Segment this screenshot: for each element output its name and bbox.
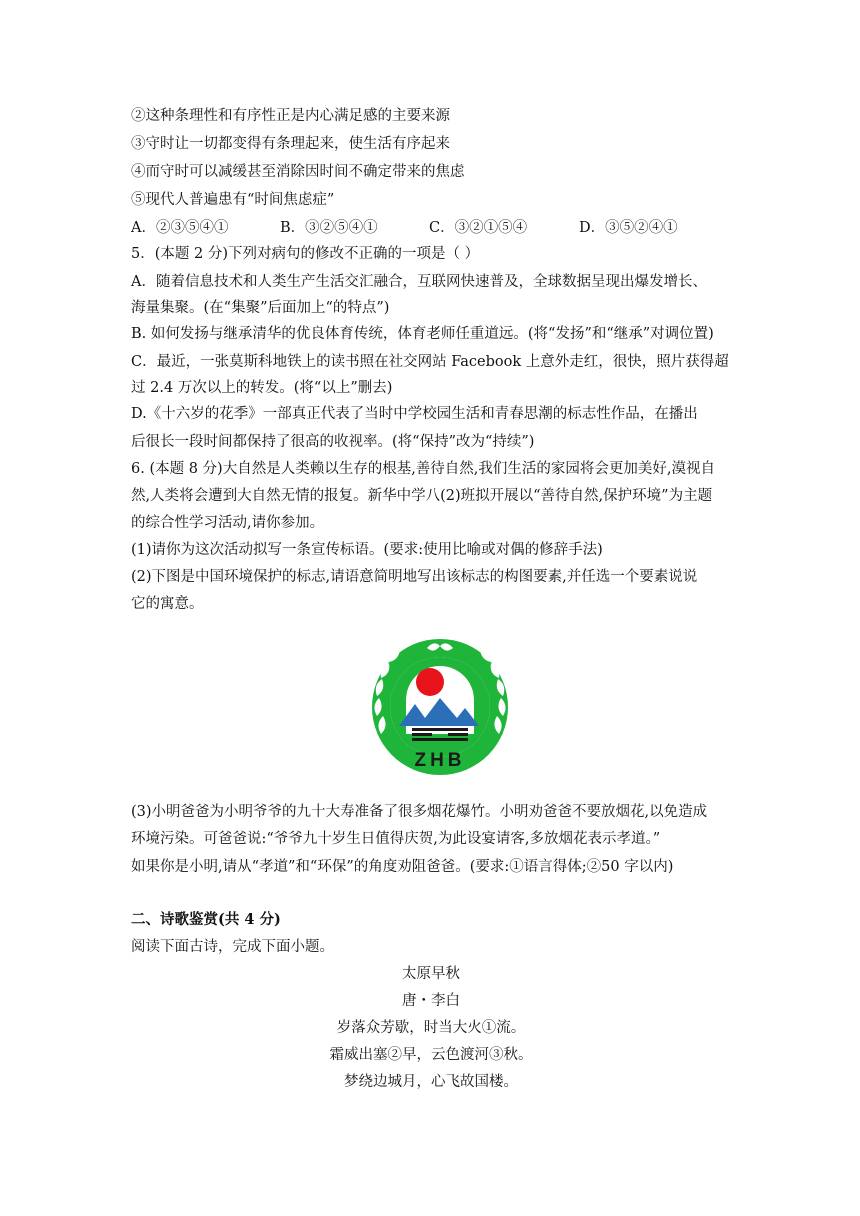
q5-line: B. 如何发扬与继承清华的优良体育传统，体育老师任重道远。(将“发扬”和“继承”对调位置) xyxy=(131,326,714,342)
poem-line: 岁落众芳歇，时当大火①流。 xyxy=(336,1020,526,1036)
q5-stem: 5．(本题 2 分)下列对病句的修改不正确的一项是（ ） xyxy=(131,246,480,262)
q5-line: C．最近，一张莫斯科地铁上的读书照在社交网站 Facebook 上意外走红，很快，照片获得超 xyxy=(131,354,729,370)
q5-line: D.《十六岁的花季》一部真正代表了当时中学校园生活和青春思潮的标志性作品，在播出 xyxy=(131,406,698,422)
q6-line: (1)请你为这次活动拟写一条宣传标语。(要求:使用比喻或对偶的修辞手法) xyxy=(131,542,603,558)
q5-line: 后很长一段时间都保持了很高的收视率。(将“保持”改为“持续”) xyxy=(131,434,535,450)
section-intro: 阅读下面古诗，完成下面小题。 xyxy=(131,939,334,955)
sequence-item-2: ②这种条理性和有序性正是内心满足感的主要来源 xyxy=(131,108,450,124)
q5-line: 过 2.4 万次以上的转发。(将“以上”删去) xyxy=(131,380,393,396)
q4-option-a: A．②③⑤④① xyxy=(131,220,229,236)
q5-line: A．随着信息技术和人类生产生活交汇融合，互联网快速普及，全球数据呈现出爆发增长、 xyxy=(131,274,707,290)
poem-title: 太原早秋 xyxy=(402,966,460,982)
poem-author: 唐・李白 xyxy=(402,993,460,1009)
q5-line: 海量集聚。(在“集聚”后面加上“的特点”) xyxy=(131,300,390,316)
q6-line: (2)下图是中国环境保护的标志,请语意简明地写出该标志的构图要素,并任选一个要素说说 xyxy=(131,569,698,585)
sequence-item-5: ⑤现代人普遍患有“时间焦虑症” xyxy=(131,192,335,208)
sequence-item-3: ③守时让一切都变得有条理起来，使生活有序起来 xyxy=(131,136,450,152)
q6-line: 如果你是小明,请从“孝道”和“环保”的角度劝阻爸爸。(要求:①语言得体;②50 字以内) xyxy=(131,859,674,875)
q6-line: 它的寓意。 xyxy=(131,596,204,612)
q6-line: 环境污染。可爸爸说:“爷爷九十岁生日值得庆贺,为此设宴请客,多放烟花表示孝道。” xyxy=(131,831,661,847)
q4-option-b: B．③②⑤④① xyxy=(280,220,378,236)
poem-line: 霜威出塞②早，云色渡河③秋。 xyxy=(329,1047,533,1063)
poem-line: 梦绕边城月，心飞故国楼。 xyxy=(344,1074,518,1090)
q6-line: (3)小明爸爸为小明爷爷的九十大寿准备了很多烟花爆竹。小明劝爸爸不要放烟花,以免造成 xyxy=(131,804,708,820)
q6-line: 然,人类将会遭到大自然无情的报复。新华中学八(2)班拟开展以“善待自然,保护环境”为主题 xyxy=(131,488,713,504)
q6-line: 的综合性学习活动,请你参加。 xyxy=(131,515,325,531)
environmental-protection-logo xyxy=(367,624,513,790)
sequence-item-4: ④而守时可以减缓甚至消除因时间不确定带来的焦虑 xyxy=(131,164,465,180)
q4-option-c: C．③②①⑤④ xyxy=(429,220,528,236)
section-heading: 二、诗歌鉴赏(共 4 分) xyxy=(131,911,281,928)
q4-option-d: D．③⑤②④① xyxy=(579,220,678,236)
logo-zhb-label: ZHB xyxy=(414,750,466,771)
q6-line: 6. (本题 8 分)大自然是人类赖以生存的根基,善待自然,我们生活的家园将会更加美好,漠视自 xyxy=(131,461,716,477)
